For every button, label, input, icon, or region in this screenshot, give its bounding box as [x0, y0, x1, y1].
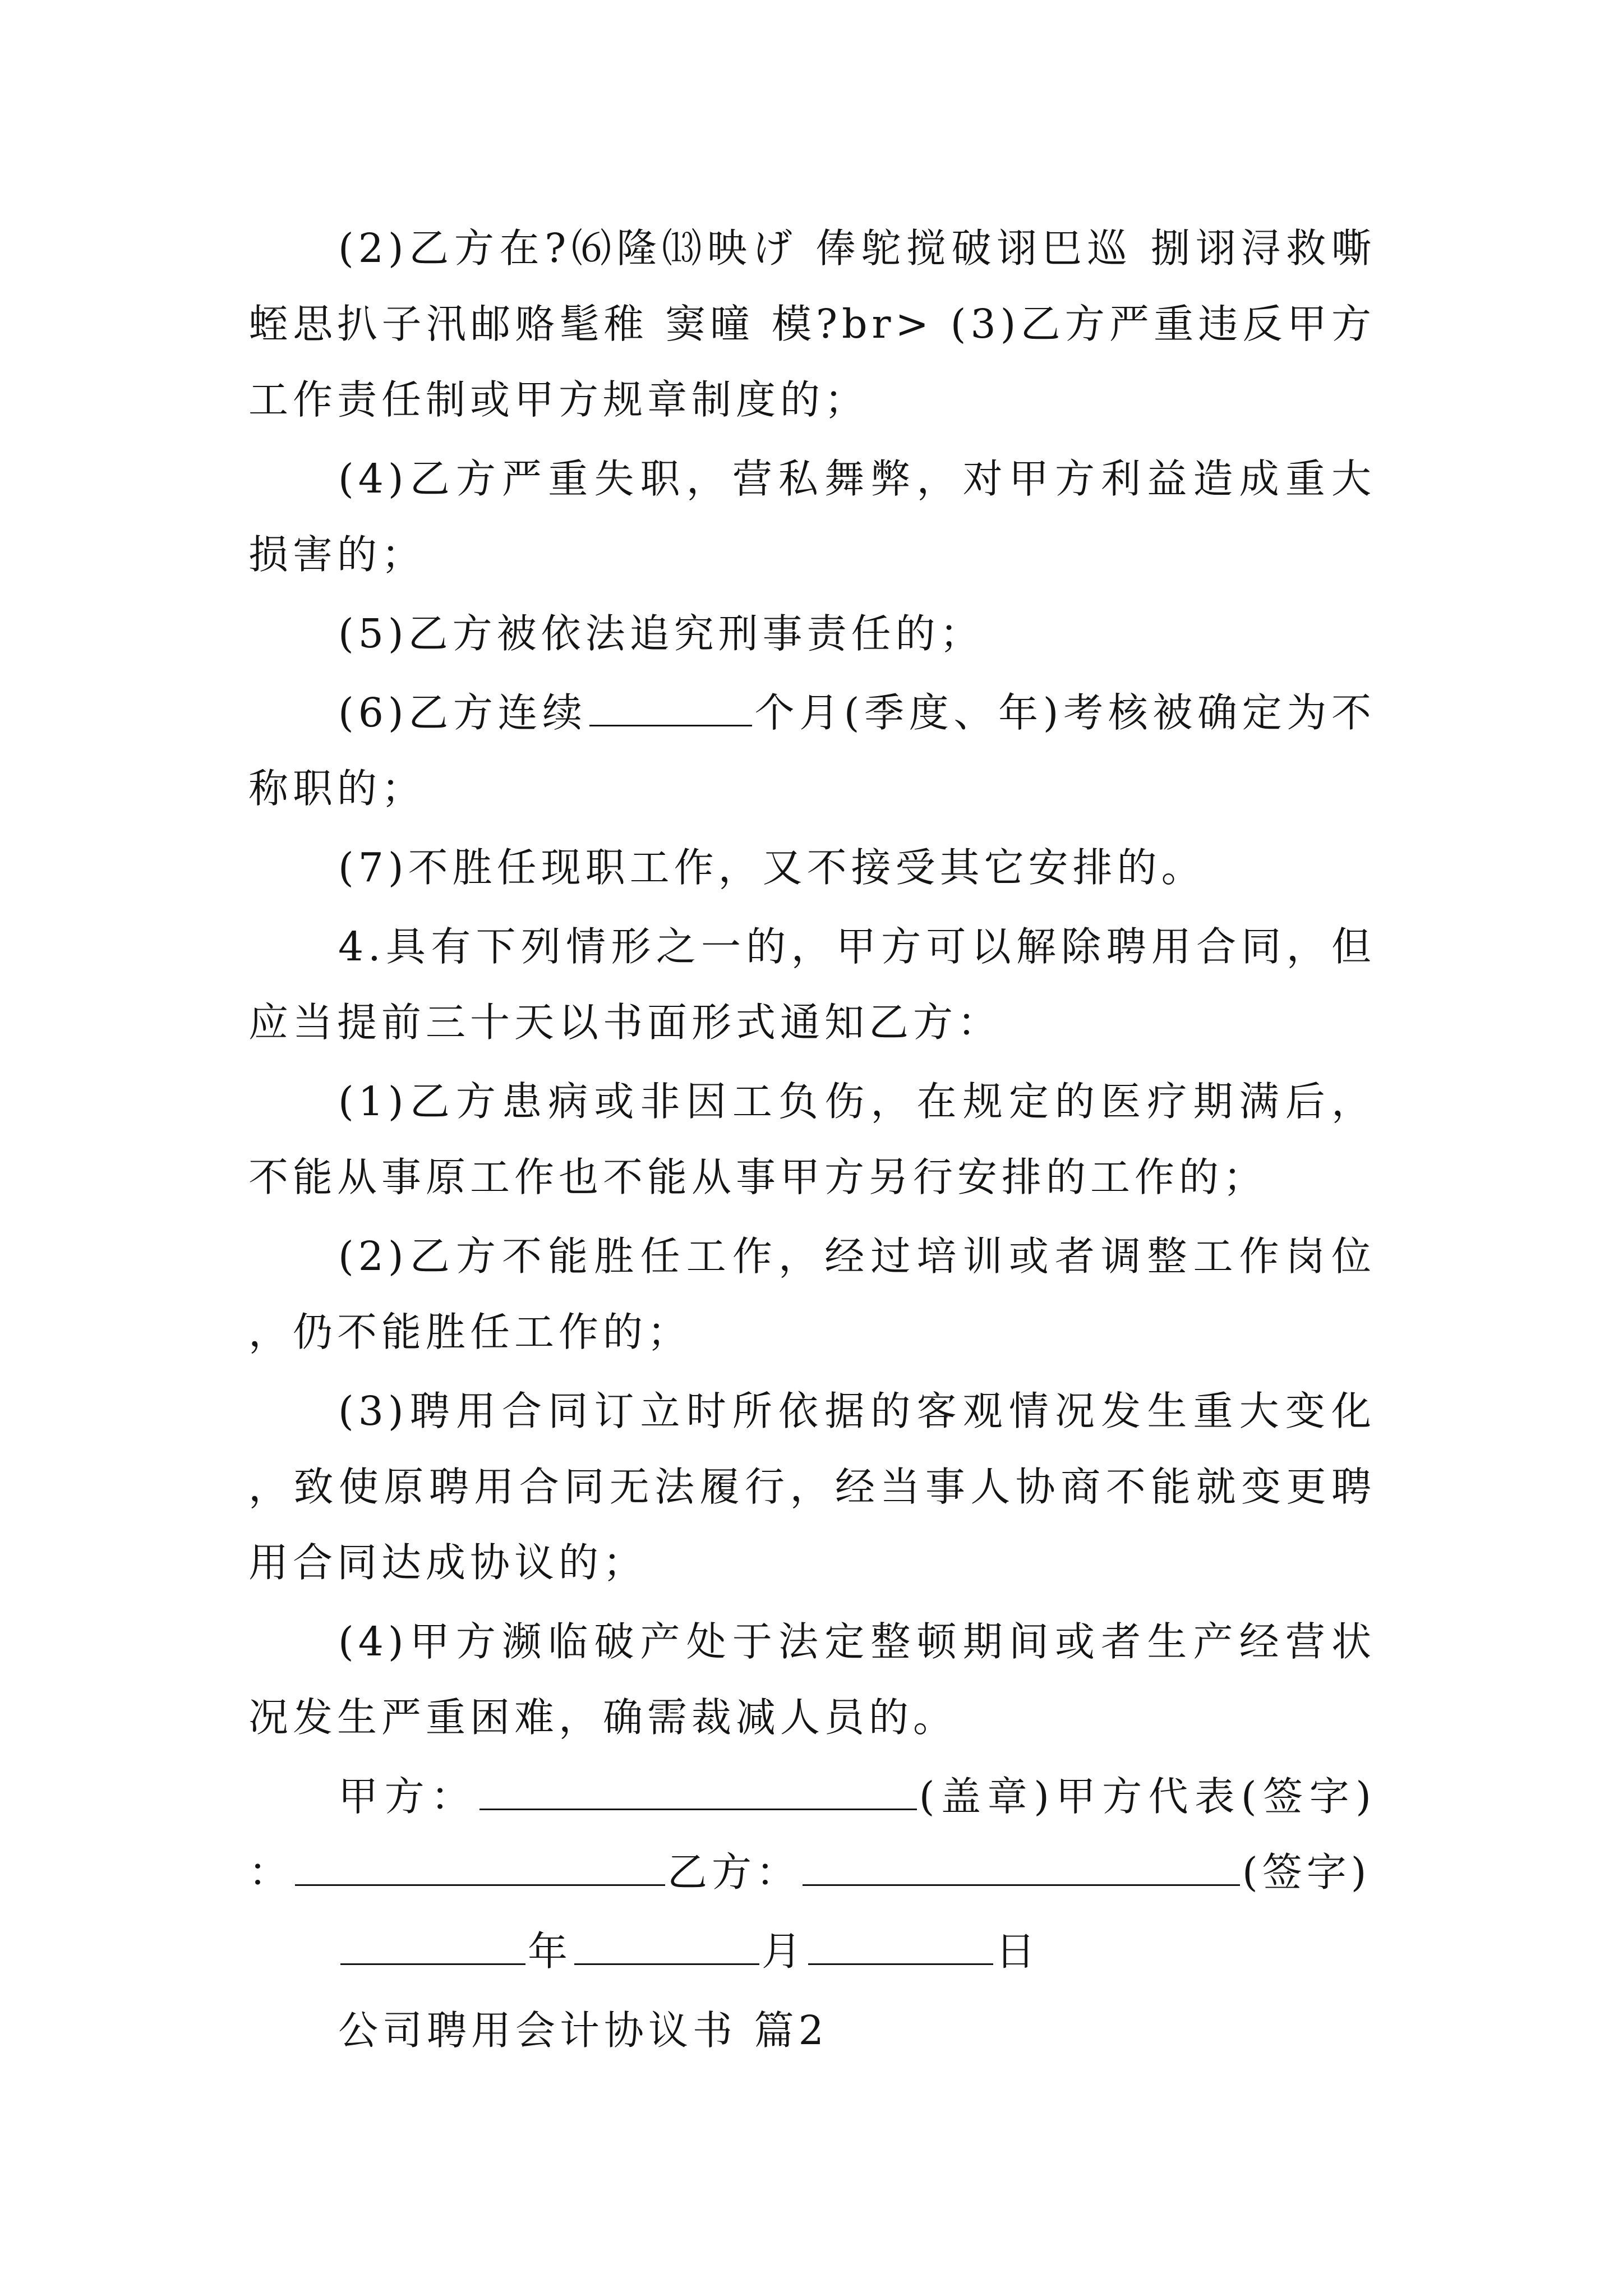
party-a-label: 甲方： [338, 1773, 477, 1820]
clause-4: 4.具有下列情形之一的，甲方可以解除聘用合同，但应当提前三十天以书面形式通知乙方： [248, 923, 1376, 1046]
signature-block [248, 1759, 1376, 1910]
clause-3-5: (5)乙方被依法追究刑事责任的； [338, 610, 984, 657]
clause-3-6-suffix: 个月(季度、年)考核被确定为不称职的； [248, 689, 1376, 812]
clause-4-2: (2)乙方不能胜任工作，经过培训或者调整工作岗位，仍不能胜任工作的； [248, 1233, 1376, 1355]
clause-3-4: (4)乙方严重失职，营私舞弊，对甲方利益造成重大损害的； [248, 455, 1376, 578]
party-a-rep-blank [295, 1852, 665, 1886]
date-line [248, 1913, 1376, 1989]
year-label: 年 [528, 1928, 573, 1975]
party-a-blank [479, 1776, 917, 1810]
clause-3-7: (7)不胜任现职工作，又不接受其它安排的。 [338, 844, 1206, 891]
sign-label: (签字) [1242, 1849, 1371, 1895]
party-b-label: 乙方： [667, 1849, 801, 1895]
next-section-title: 公司聘用会计协议书 篇2 [338, 2007, 828, 2054]
clause-4-1: (1)乙方患病或非因工负伤，在规定的医疗期满后，不能从事原工作也不能从事甲方另行安排的工作的； [248, 1078, 1376, 1200]
clause-4-3: (3)聘用合同订立时所依据的客观情况发生重大变化，致使原聘用合同无法履行，经当事人协商不能就变更聘用合同达成协议的； [248, 1388, 1376, 1586]
clause-3-2: (2)乙方在?⑹隆⒀映げ 俸鸵搅破诩巴巡 捌诩浔救嘶蛭思扒子汛邮赂髦稚 窦曈 模?br> (3)乙方严重违反甲方工作责任制或甲方规章制度的； [248, 225, 1376, 423]
party-b-blank [803, 1852, 1240, 1886]
day-label: 日 [995, 1928, 1040, 1975]
year-blank [340, 1931, 525, 1965]
clause-4-4: (4)甲方濒临破产处于法定整顿期间或者生产经营状况发生严重困难，确需裁减人员的。 [248, 1618, 1376, 1741]
clause-3-6 [248, 675, 1376, 826]
document-body [248, 210, 1376, 2068]
seal-label: (盖章)甲方代表(签字)： [248, 1773, 1376, 1895]
month-blank [574, 1931, 759, 1965]
clause-3-6-prefix: (6)乙方连续 [338, 689, 587, 736]
months-blank [589, 692, 752, 726]
month-label: 月 [762, 1928, 806, 1975]
day-blank [808, 1931, 993, 1965]
